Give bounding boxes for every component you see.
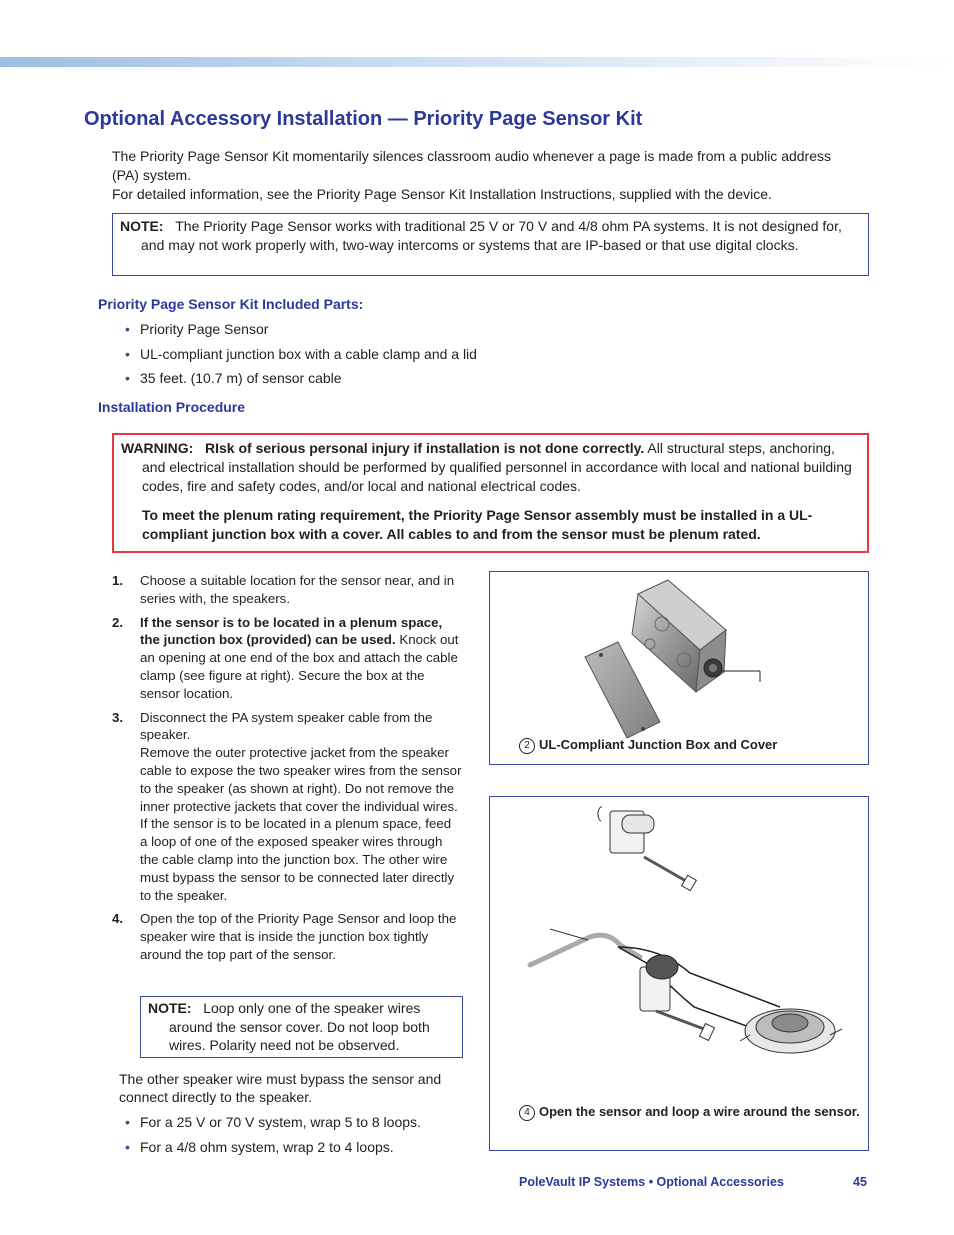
note-box-loop: NOTE: Loop only one of the speaker wires around the sensor cover. Do not loop both wires. Polarity need not be observed. (140, 996, 463, 1058)
loops-list (118, 1113, 478, 1162)
figure-number-badge: 4 (519, 1105, 535, 1121)
figure-junction-box (489, 571, 869, 765)
sensor-loop-illustration (490, 797, 867, 1149)
list-item: • UL-compliant junction box with a cable clamp and a lid (125, 345, 477, 362)
figure-number-badge: 2 (519, 738, 535, 754)
intro-paragraph-2: For detailed information, see the Priority Page Sensor Kit Installation Instructions, supplied with the device. (112, 186, 772, 202)
header-gradient-bar (0, 57, 954, 67)
figure-sensor-loop-caption: 4 Open the sensor and loop a wire around the sensor. (519, 1103, 864, 1121)
step-item: 2. If the sensor is to be located in a plenum space, the junction box (provided) can be used. Knock out an opening at one end of the box and attach the cable clamp (see figure at right). Secure the box at the sensor location. (112, 614, 459, 701)
note-label: NOTE: (120, 218, 164, 234)
bypass-text: The other speaker wire must bypass the sensor and connect directly to the speaker. (119, 1071, 442, 1105)
list-item: • For a 4/8 ohm system, wrap 2 to 4 loops. (125, 1138, 394, 1155)
page-title: Optional Accessory Installation — Priority Page Sensor Kit (84, 108, 643, 130)
warning-box (112, 433, 869, 553)
intro-paragraph-1: The Priority Page Sensor Kit momentarily silences classroom audio whenever a page is made from a public address (PA) system. (112, 148, 832, 183)
figure-sensor-loop (489, 796, 869, 1151)
junction-box-illustration (490, 572, 867, 763)
footer-title: PoleVault IP Systems • Optional Accessories (519, 1175, 784, 1189)
step-item: 4. Open the top of the Priority Page Sensor and loop the speaker wire that is inside the junction box tightly around the top part of the sensor. (112, 911, 457, 962)
plenum-requirement: To meet the plenum rating requirement, the Priority Page Sensor assembly must be installed in a UL-compliant junction box with a cover. All cables to and from the sensor must be plenum rated. (142, 507, 813, 542)
warning-label: WARNING: (121, 440, 194, 456)
list-item: • 35 feet. (10.7 m) of sensor cable (125, 370, 342, 386)
step-item: 3. Disconnect the PA system speaker cable from the speaker. Remove the outer protective jacket from the speaker cable to expose the two speaker wires from the sensor to the speaker (as shown at right). Do not remove the inner protective jackets that cover the individual wires. If the sensor is to be located in a plenum space, feed a loop of one of the exposed speaker wires through the cable clamp into the junction box. The other wire must bypass the sensor to be connected later directly to the speaker. (112, 709, 462, 903)
list-item: • For a 25 V or 70 V system, wrap 5 to 8 loops. (125, 1114, 421, 1130)
note-box (112, 213, 869, 276)
warning-text: All structural steps, anchoring, and electrical installation should be performed by qualified personnel in accordance with local and national building codes, fire and safety codes, and/or local and national electrical codes. (142, 440, 852, 494)
page-number: 45 (853, 1175, 867, 1189)
note-text: The Priority Page Sensor works with traditional 25 V or 70 V and 4/8 ohm PA systems. It is not designed for, and may not work properly with, two-way intercoms or systems that are IP-based or that use digital clocks. (141, 218, 842, 253)
warning-bold-text: RIsk of serious personal injury if installation is not done correctly. (205, 440, 645, 456)
step-item: 1. Choose a suitable location for the sensor near, and in series with, the speakers. (112, 573, 455, 606)
installation-steps (112, 572, 462, 970)
parts-list (118, 320, 718, 394)
list-item: • Priority Page Sensor (125, 321, 269, 337)
parts-heading: Priority Page Sensor Kit Included Parts: (98, 296, 364, 312)
figure-junction-box-caption: 2 UL-Compliant Junction Box and Cover (519, 736, 777, 754)
procedure-heading: Installation Procedure (98, 399, 246, 415)
